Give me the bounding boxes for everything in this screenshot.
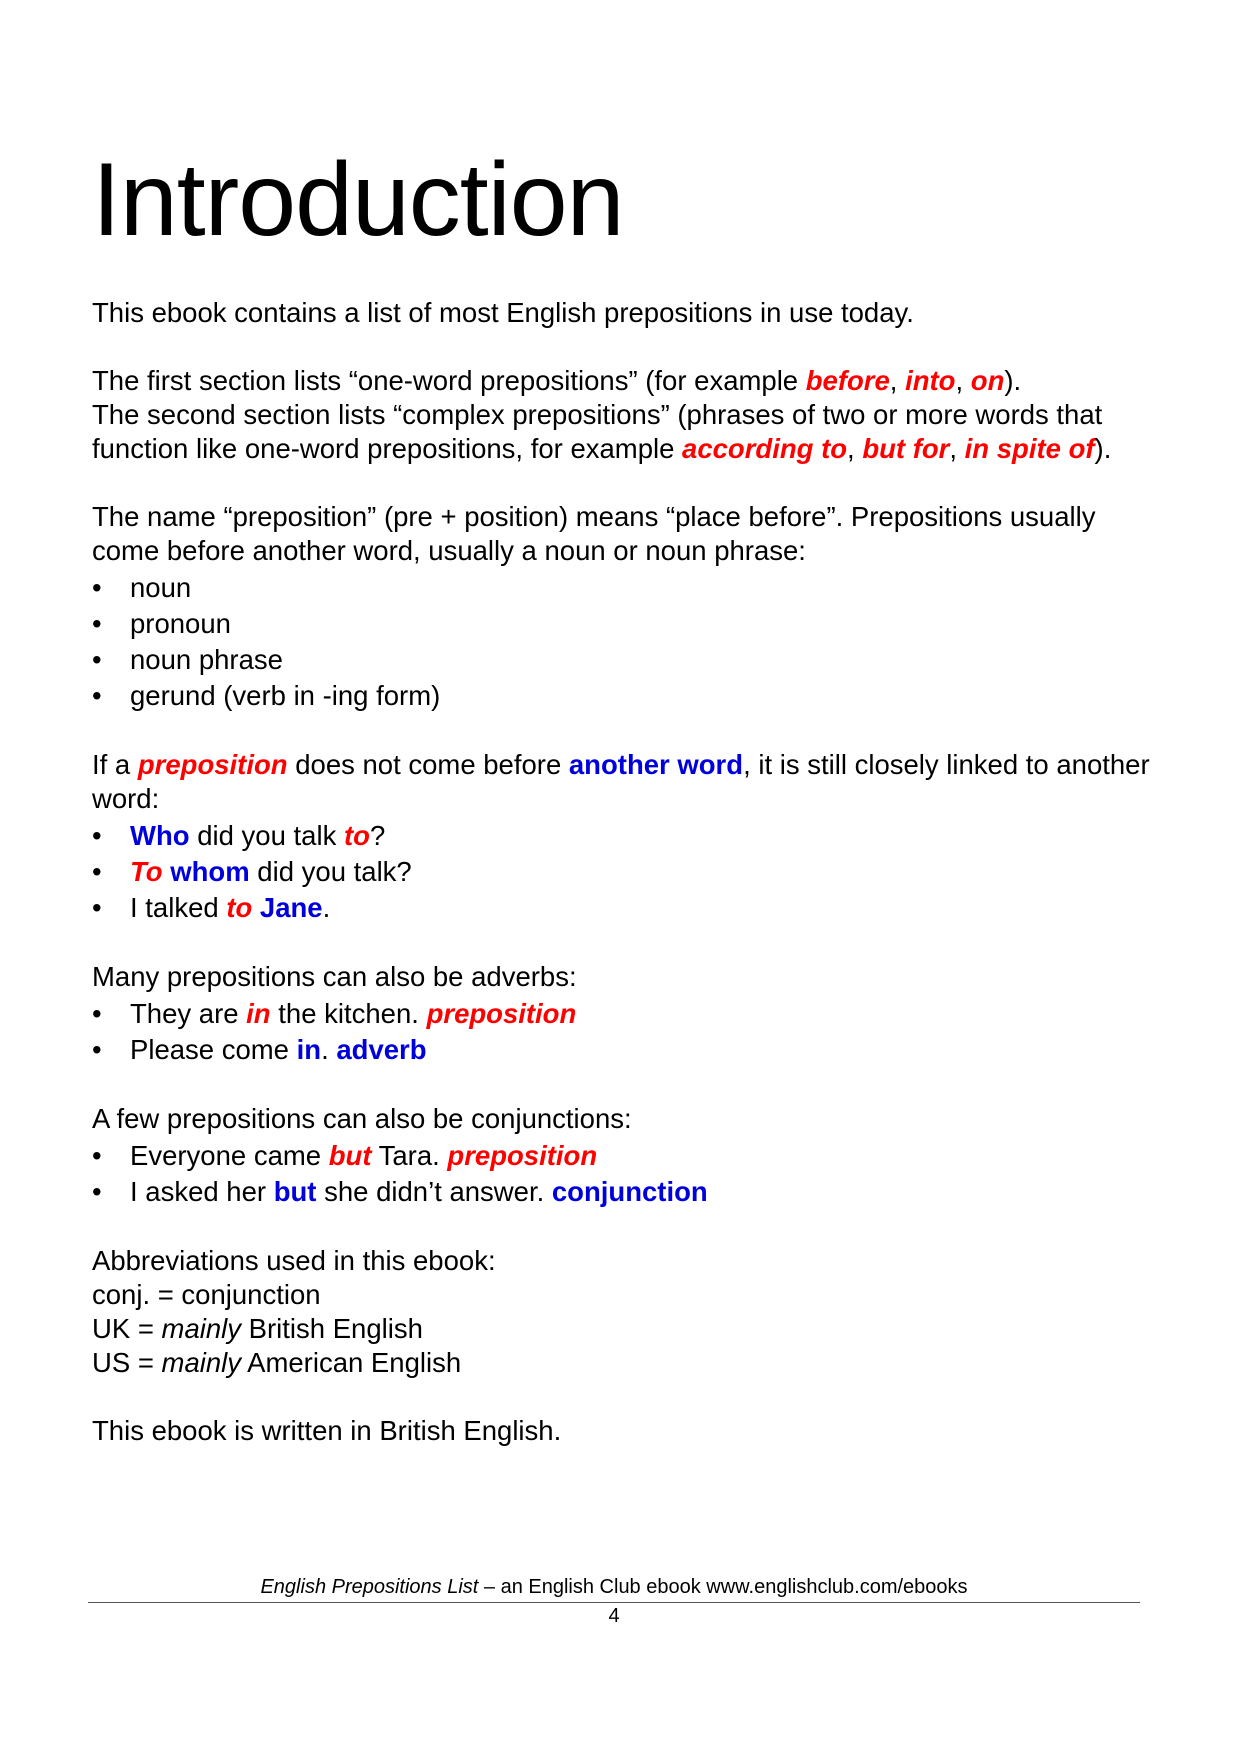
keyword-preposition: preposition <box>137 749 288 780</box>
list-item: • noun <box>92 570 1152 606</box>
text: , <box>955 365 971 396</box>
bullet-icon: • <box>92 572 102 603</box>
list-item: • Who did you talk to? <box>92 818 1152 854</box>
list-item: • I asked her but she didn’t answer. conjunction <box>92 1174 1152 1210</box>
example-but-for: but for <box>862 433 950 464</box>
example-in-spite-of: in spite of <box>964 433 1095 464</box>
sections-paragraph <box>92 364 1152 466</box>
page-footer <box>88 1576 1140 1628</box>
text: , <box>889 365 906 396</box>
bullet-icon: • <box>92 1176 102 1207</box>
intro-paragraph: This ebook contains a list of most English prepositions in use today. <box>92 297 914 328</box>
text: , <box>949 433 965 464</box>
footer-text <box>88 1576 1140 1599</box>
example-before: before <box>805 365 890 396</box>
list-item: • pronoun <box>92 606 1152 642</box>
body-text <box>92 296 1152 1482</box>
text: The second section lists “complex prepositions” (phrases of two or more words that function like one-word prepositions, for example <box>92 399 1103 464</box>
example-on: on <box>970 365 1005 396</box>
word-types-list <box>92 570 1152 714</box>
bullet-icon: • <box>92 998 102 1029</box>
example-according-to: according to <box>682 433 848 464</box>
text: ). <box>1004 365 1022 396</box>
bullet-icon: • <box>92 680 102 711</box>
british-english-paragraph: This ebook is written in British English. <box>92 1415 562 1446</box>
page-title: Introduction <box>92 142 624 258</box>
footer-divider <box>88 1602 1140 1603</box>
adverb-examples-list <box>92 996 1152 1068</box>
text: , <box>847 433 863 464</box>
example-into: into <box>905 365 956 396</box>
bullet-icon: • <box>92 608 102 639</box>
list-item: • gerund (verb in -ing form) <box>92 678 1152 714</box>
footer-source: – an English Club ebook www.englishclub.com/ebooks <box>478 1576 968 1598</box>
footer-ebook-title: English Prepositions List <box>260 1576 479 1598</box>
text: The first section lists “one-word prepositions” (for example <box>92 365 806 396</box>
name-paragraph: The name “preposition” (pre + position) means “place before”. Prepositions usually come before another word, usually a noun or noun phrase: <box>92 501 1096 566</box>
bullet-icon: • <box>92 644 102 675</box>
bullet-icon: • <box>92 1034 102 1065</box>
linked-paragraph: If a preposition does not come before another word, it is still closely linked to another word: <box>92 749 1150 814</box>
conjunctions-paragraph: A few prepositions can also be conjunctions: <box>92 1103 632 1134</box>
text: ). <box>1094 433 1112 464</box>
conjunction-examples-list <box>92 1138 1152 1210</box>
adverbs-paragraph: Many prepositions can also be adverbs: <box>92 961 577 992</box>
page-number: 4 <box>608 1605 620 1627</box>
bullet-icon: • <box>92 1140 102 1171</box>
bullet-icon: • <box>92 892 102 923</box>
bullet-icon: • <box>92 820 102 851</box>
list-item: • noun phrase <box>92 642 1152 678</box>
list-item: • To whom did you talk? <box>92 854 1152 890</box>
list-item: • They are in the kitchen. preposition <box>92 996 1152 1032</box>
list-item: • Please come in. adverb <box>92 1032 1152 1068</box>
bullet-icon: • <box>92 856 102 887</box>
keyword-another-word: another word <box>568 749 744 780</box>
list-item: • Everyone came but Tara. preposition <box>92 1138 1152 1174</box>
linked-examples-list <box>92 818 1152 926</box>
list-item: • I talked to Jane. <box>92 890 1152 926</box>
abbreviations-block: Abbreviations used in this ebook: conj. = conjunction UK = mainly British English US = mainly American English <box>92 1245 496 1378</box>
